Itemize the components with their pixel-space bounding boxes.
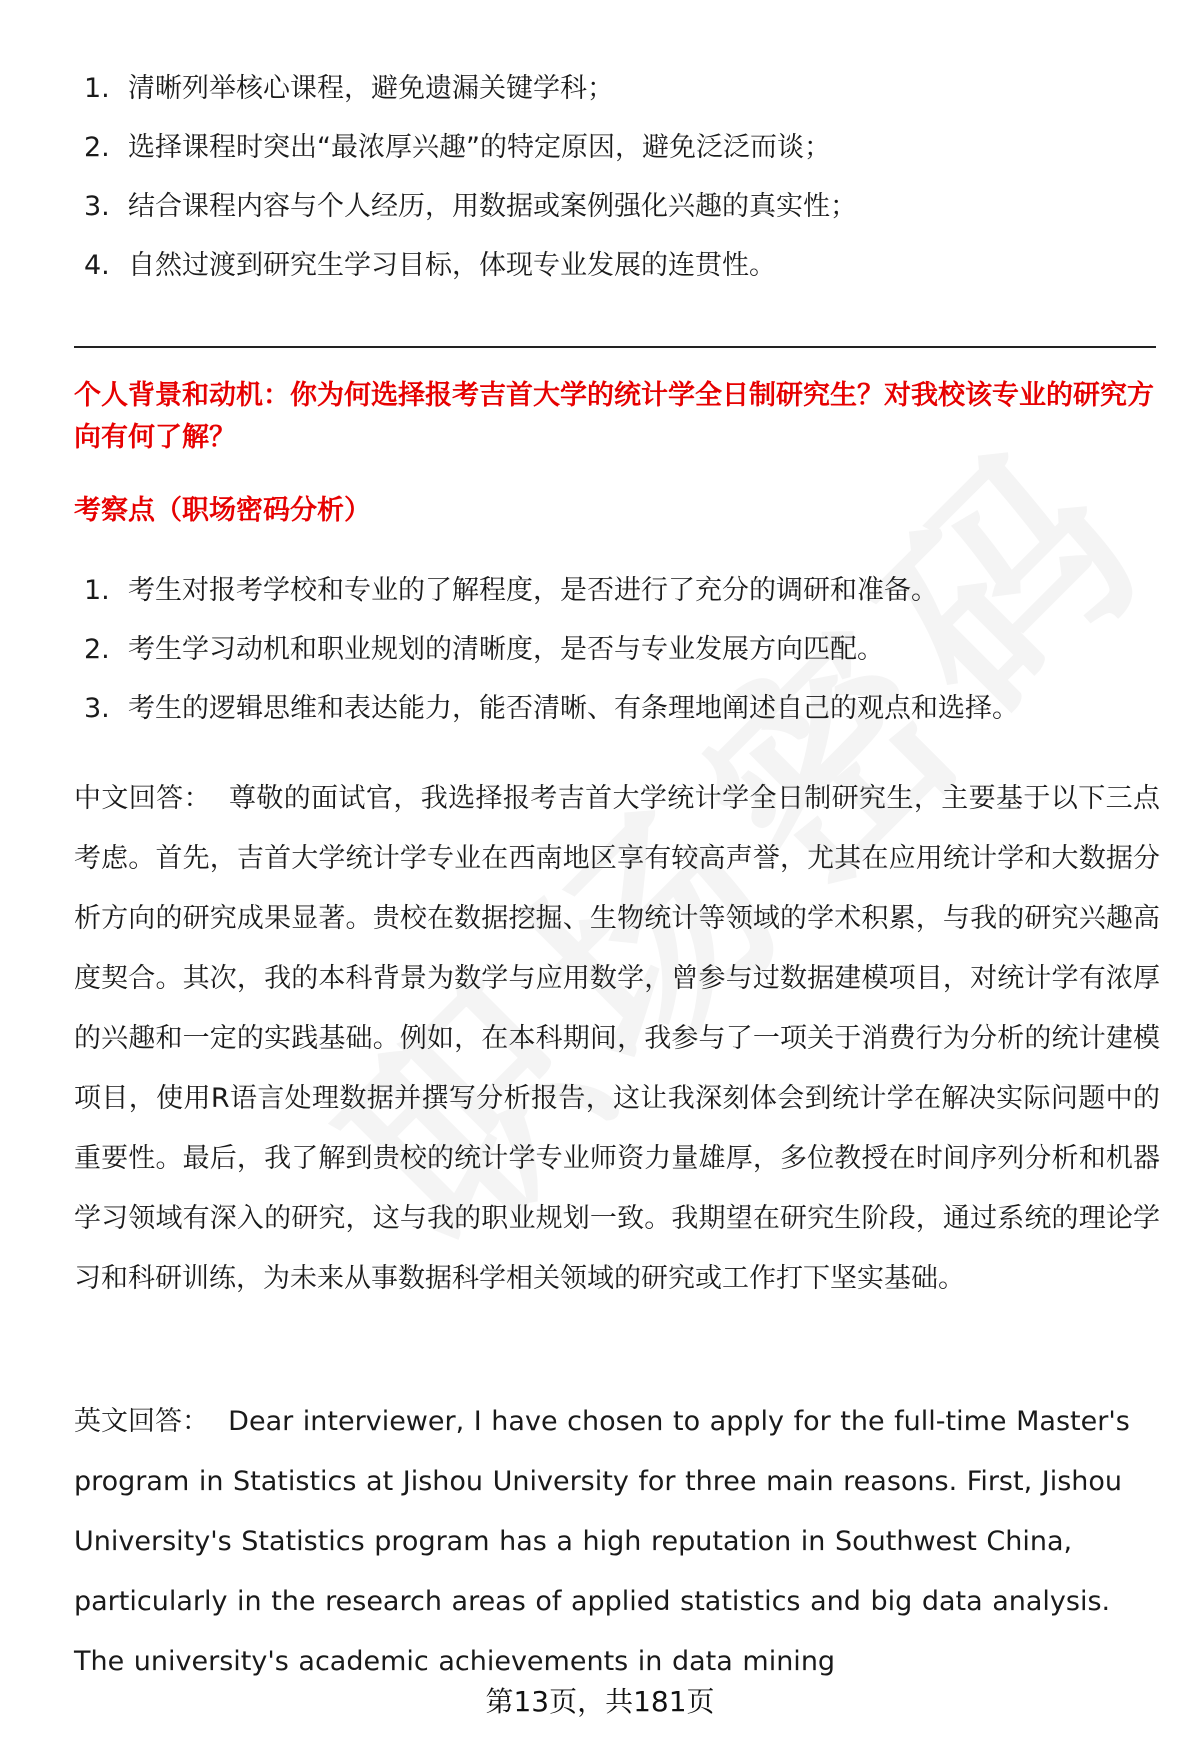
chinese-answer-text: 尊敬的面试官，我选择报考吉首大学统计学全日制研究生，主要基于以下三点考虑。首先，吉首大学统计学专业在西南地区享有较高声誉，尤其在应用统计学和大数据分析方向的研究成果显著。贵校在数据挖掘、生物统计等领域的学术积累，与我的研究兴趣高度契合。其次，我的本科背景为数学与应用数学，曾参与过数据建模项目，对统计学有浓厚的兴趣和一定的实践基础。例如，在本科期间，我参与了一项关于消费行为分析的统计建模项目，使用R语言处理数据并撰写分析报告，这让我深刻体会到统计学在解决实际问题中的重要性。最后，我了解到贵校的统计学专业师资力量雄厚，多位教授在时间序列分析和机器学习领域有深入的研究，这与我的职业规划一致。我期望在研究生阶段，通过系统的理论学习和科研训练，为未来从事数据科学相关领域的研究或工作打下坚实基础。 xyxy=(74,783,1161,1294)
list-item: 1. 考生对报考学校和专业的了解程度，是否进行了充分的调研和准备。 xyxy=(84,575,938,606)
chinese-answer-label: 中文回答： xyxy=(74,783,211,814)
list-item: 3. 考生的逻辑思维和表达能力，能否清晰、有条理地阐述自己的观点和选择。 xyxy=(84,693,1019,724)
tips-list xyxy=(74,59,857,295)
chinese-answer xyxy=(74,769,1160,1309)
english-answer-label: 英文回答： xyxy=(74,1406,209,1437)
list-item: 2. 考生学习动机和职业规划的清晰度，是否与专业发展方向匹配。 xyxy=(84,634,884,665)
english-answer-text: Dear interviewer, I have chosen to apply for the full-time Master's program in Statistics at Jishou University for three main reasons. First, Jishou University's Statistics program has a high reputation in Southwest China, particularly in the research areas of applied statistics and big data analysis. The university's academic achievements in data mining xyxy=(74,1406,1130,1677)
section-divider xyxy=(74,346,1156,348)
list-item: 4. 自然过渡到研究生学习目标，体现专业发展的连贯性。 xyxy=(84,250,776,281)
page-number: 第13页，共181页 xyxy=(485,1685,715,1718)
assessment-points-list xyxy=(74,561,1019,738)
list-item: 2. 选择课程时突出“最浓厚兴趣”的特定原因，避免泛泛而谈； xyxy=(84,132,831,163)
english-answer xyxy=(74,1392,1160,1692)
list-item: 3. 结合课程内容与个人经历，用数据或案例强化兴趣的真实性； xyxy=(84,191,857,222)
question-heading: 个人背景和动机：你为何选择报考吉首大学的统计学全日制研究生？对我校该专业的研究方向有何了解？ xyxy=(74,380,1154,453)
assessment-heading: 考察点（职场密码分析） xyxy=(74,495,371,526)
list-item: 1. 清晰列举核心课程，避免遗漏关键学科； xyxy=(84,73,614,104)
